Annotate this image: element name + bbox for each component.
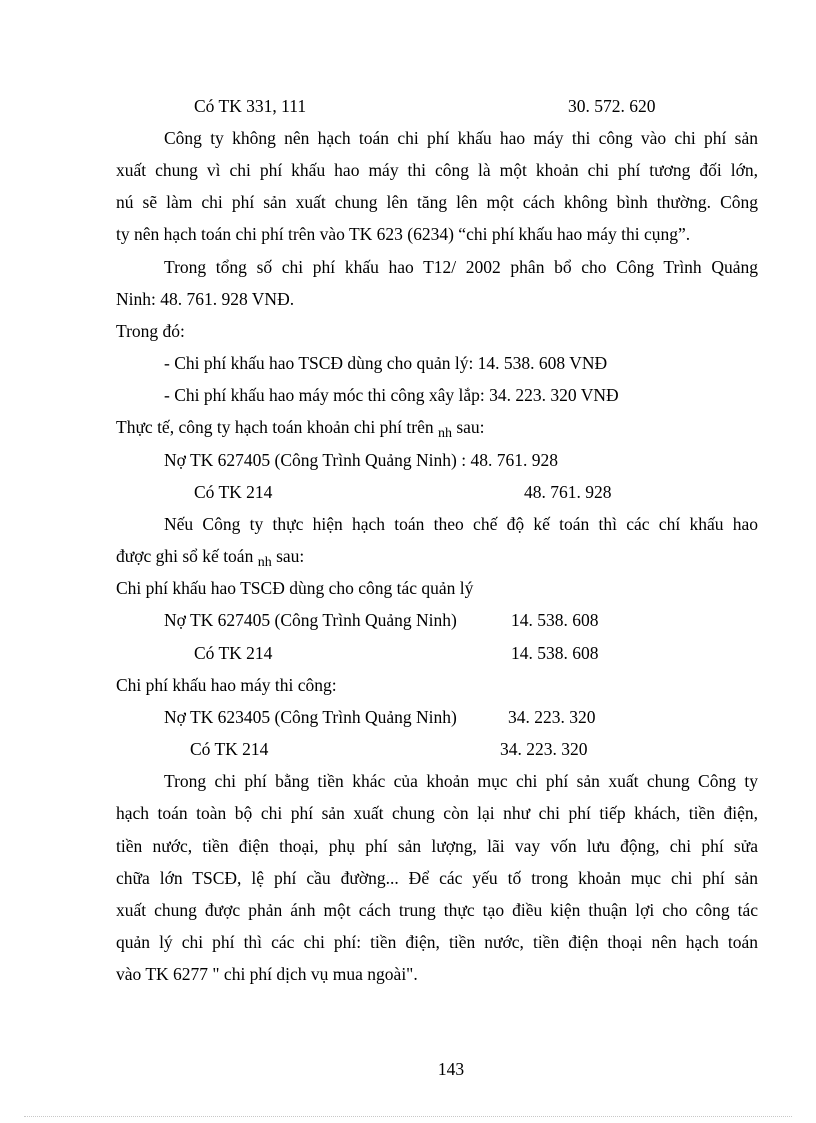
text-span: Thực tế, công ty hạch toán khoản chi phí trên [116, 417, 434, 437]
paragraph-line: quản lý chi phí thì các chi phí: tiền điện, tiền nước, tiền điện thoại nên hạch toán [116, 932, 758, 952]
entry-credit-amount: 48. 761. 928 [524, 482, 612, 502]
paragraph-line: tiền nước, tiền điện thoại, phụ phí sản lượng, lãi vay vốn lưu động, chi phí sửa [116, 836, 758, 856]
paragraph-line: Trong chi phí bằng tiền khác của khoản mục chi phí sản xuất chung Công ty [164, 771, 758, 791]
paragraph-line: Ninh: 48. 761. 928 VNĐ. [116, 289, 295, 309]
paragraph-line [116, 545, 304, 570]
paragraph-line: Nếu Công ty thực hiện hạch toán theo chế độ kế toán thì các chí khấu hao [164, 514, 758, 534]
paragraph-line [116, 416, 485, 441]
entry-credit-label: Có TK 214 [194, 643, 273, 663]
paragraph-line: Trong tổng số chi phí khấu hao T12/ 2002 phân bổ cho Công Trình Quảng [164, 257, 758, 277]
subscript-text: nh [257, 555, 272, 570]
text-span: sau: [456, 417, 485, 437]
paragraph-line: xuất chung được phản ánh một cách trung thực tạo điều kiện thuận lợi cho công tác [116, 900, 758, 920]
section-label: Trong đó: [116, 321, 185, 341]
entry-credit-label: Có TK 214 [190, 739, 269, 759]
text-span: sau: [276, 546, 305, 566]
page-bottom-divider [24, 1116, 792, 1117]
text-span: được ghi sổ kế toán [116, 546, 254, 566]
paragraph-line: xuất chung vì chi phí khấu hao máy thi công là một khoản chi phí tương đối lớn, [116, 160, 758, 180]
entry-debit-amount: 14. 538. 608 [511, 610, 599, 630]
entry-credit-amount: 30. 572. 620 [568, 96, 656, 116]
section-heading: Chi phí khấu hao máy thi công: [116, 675, 337, 695]
bullet-item: - Chi phí khấu hao máy móc thi công xây lắp: 34. 223. 320 VNĐ [164, 385, 619, 405]
entry-debit-label: Nợ TK 627405 (Công Trình Quảng Ninh) [164, 610, 457, 630]
paragraph-line: nú sẽ làm chi phí sản xuất chung lên tăng lên một cách không bình thường. Công [116, 192, 758, 212]
entry-credit-amount: 14. 538. 608 [511, 643, 599, 663]
entry-credit-amount: 34. 223. 320 [500, 739, 588, 759]
paragraph-line: Công ty không nên hạch toán chi phí khấu hao máy thi công vào chi phí sản [164, 128, 758, 148]
entry-credit-label: Có TK 331, 111 [194, 96, 307, 116]
paragraph-line: vào TK 6277 " chi phí dịch vụ mua ngoài". [116, 964, 418, 984]
entry-debit-amount: 34. 223. 320 [508, 707, 596, 727]
entry-debit: Nợ TK 627405 (Công Trình Quảng Ninh) : 48. 761. 928 [164, 450, 558, 470]
paragraph-line: ty nên hạch toán chi phí trên vào TK 623 (6234) “chi phí khấu hao máy thi cụng”. [116, 224, 691, 244]
paragraph-line: hạch toán toàn bộ chi phí sản xuất chung còn lại như chi phí tiếp khách, tiền điện, [116, 803, 758, 823]
subscript-text: nh [437, 426, 452, 441]
paragraph-line: chữa lớn TSCĐ, lệ phí cầu đường... Để các yếu tố trong khoản mục chi phí sản [116, 868, 758, 888]
bullet-item: - Chi phí khấu hao TSCĐ dùng cho quản lý: 14. 538. 608 VNĐ [164, 353, 608, 373]
entry-debit-label: Nợ TK 623405 (Công Trình Quảng Ninh) [164, 707, 457, 727]
section-heading: Chi phí khấu hao TSCĐ dùng cho công tác quản lý [116, 578, 474, 598]
page-number: 143 [437, 1059, 465, 1079]
entry-credit-label: Có TK 214 [194, 482, 273, 502]
